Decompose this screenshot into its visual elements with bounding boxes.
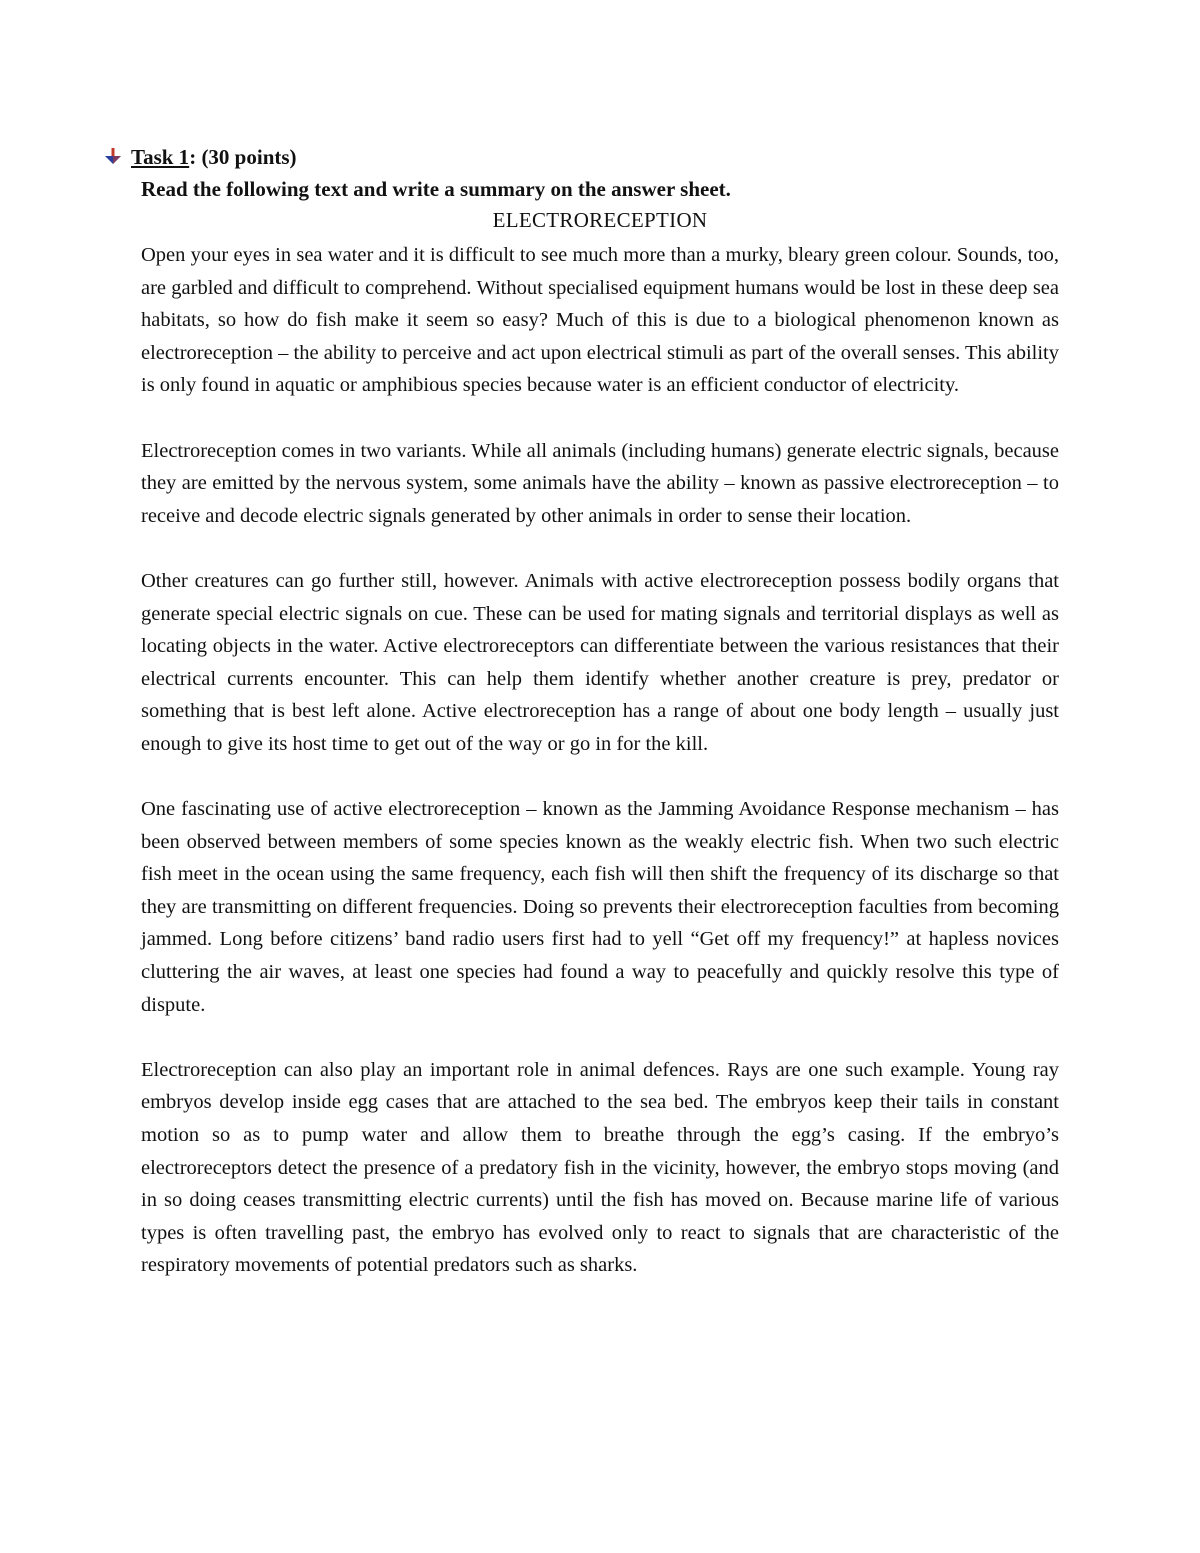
task-points: (30 points): [201, 145, 297, 169]
paragraph-1: Open your eyes in sea water and it is difficult to see much more than a murky, bleary green colour. Sounds, too, are garbled and difficult to comprehend. Without specialised equipment humans would be lost in these deep sea habitats, so how do fish make it seem so easy? Much of this is due to a biological phenomenon known as electroreception – the ability to perceive and act upon electrical stimuli as part of the overall senses. This ability is only found in aquatic or amphibious species because water is an efficient conductor of electricity.: [141, 244, 1059, 397]
paragraph-5: Electroreception can also play an important role in animal defences. Rays are one such example. Young ray embryos develop inside egg cases that are attached to the sea bed. The embryos keep their tails in constant motion so as to pump water and allow them to breathe through the egg’s casing. If the embryo’s electroreceptors detect the presence of a predatory fish in the vicinity, however, the embryo stops moving (and in so doing ceases transmitting electric currents) until the fish has moved on. Because marine life of various types is often travelling past, the embryo has evolved only to react to signals that are characteristic of the respiratory movements of potential predators such as sharks.: [141, 1058, 1059, 1277]
paragraph-3: Other creatures can go further still, however. Animals with active electroreception possess bodily organs that generate special electric signals on cue. These can be used for mating signals and territorial displays as well as locating objects in the water. Active electroreceptors can differentiate between the various resistances that their electrical currents encounter. This can help them identify whether another creature is prey, predator or something that is best left alone. Active electroreception has a range of about one body length – usually just enough to give its host time to get out of the way or go in for the kill.: [141, 569, 1059, 755]
task-colon: :: [189, 145, 197, 169]
paragraph-4: One fascinating use of active electroreception – known as the Jamming Avoidance Response mechanism – has been observed between members of some species known as the weakly electric fish. When two such electric fish meet in the ocean using the same frequency, each fish will then shift the frequency of its discharge so that they are transmitting on different frequencies. Doing so prevents their electroreception faculties from becoming jammed. Long before citizens’ band radio users first had to yell “Get off my frequency!” at hapless novices cluttering the air waves, at least one species had found a way to peacefully and quickly resolve this type of dispute.: [141, 798, 1059, 1016]
task-heading: [103, 144, 297, 170]
task-label: Task 1: [131, 145, 190, 169]
document-title: ELECTRORECEPTION: [492, 208, 708, 232]
arrow-down-bullet-icon: [103, 147, 123, 167]
body-text: [141, 239, 1059, 1315]
paragraph-2: Electroreception comes in two variants. While all animals (including humans) generate electric signals, because they are emitted by the nervous system, some animals have the ability – known as passive electroreception – to receive and decode electric signals generated by other animals in order to sense their location.: [141, 439, 1059, 527]
instruction: Read the following text and write a summary on the answer sheet.: [141, 177, 731, 201]
